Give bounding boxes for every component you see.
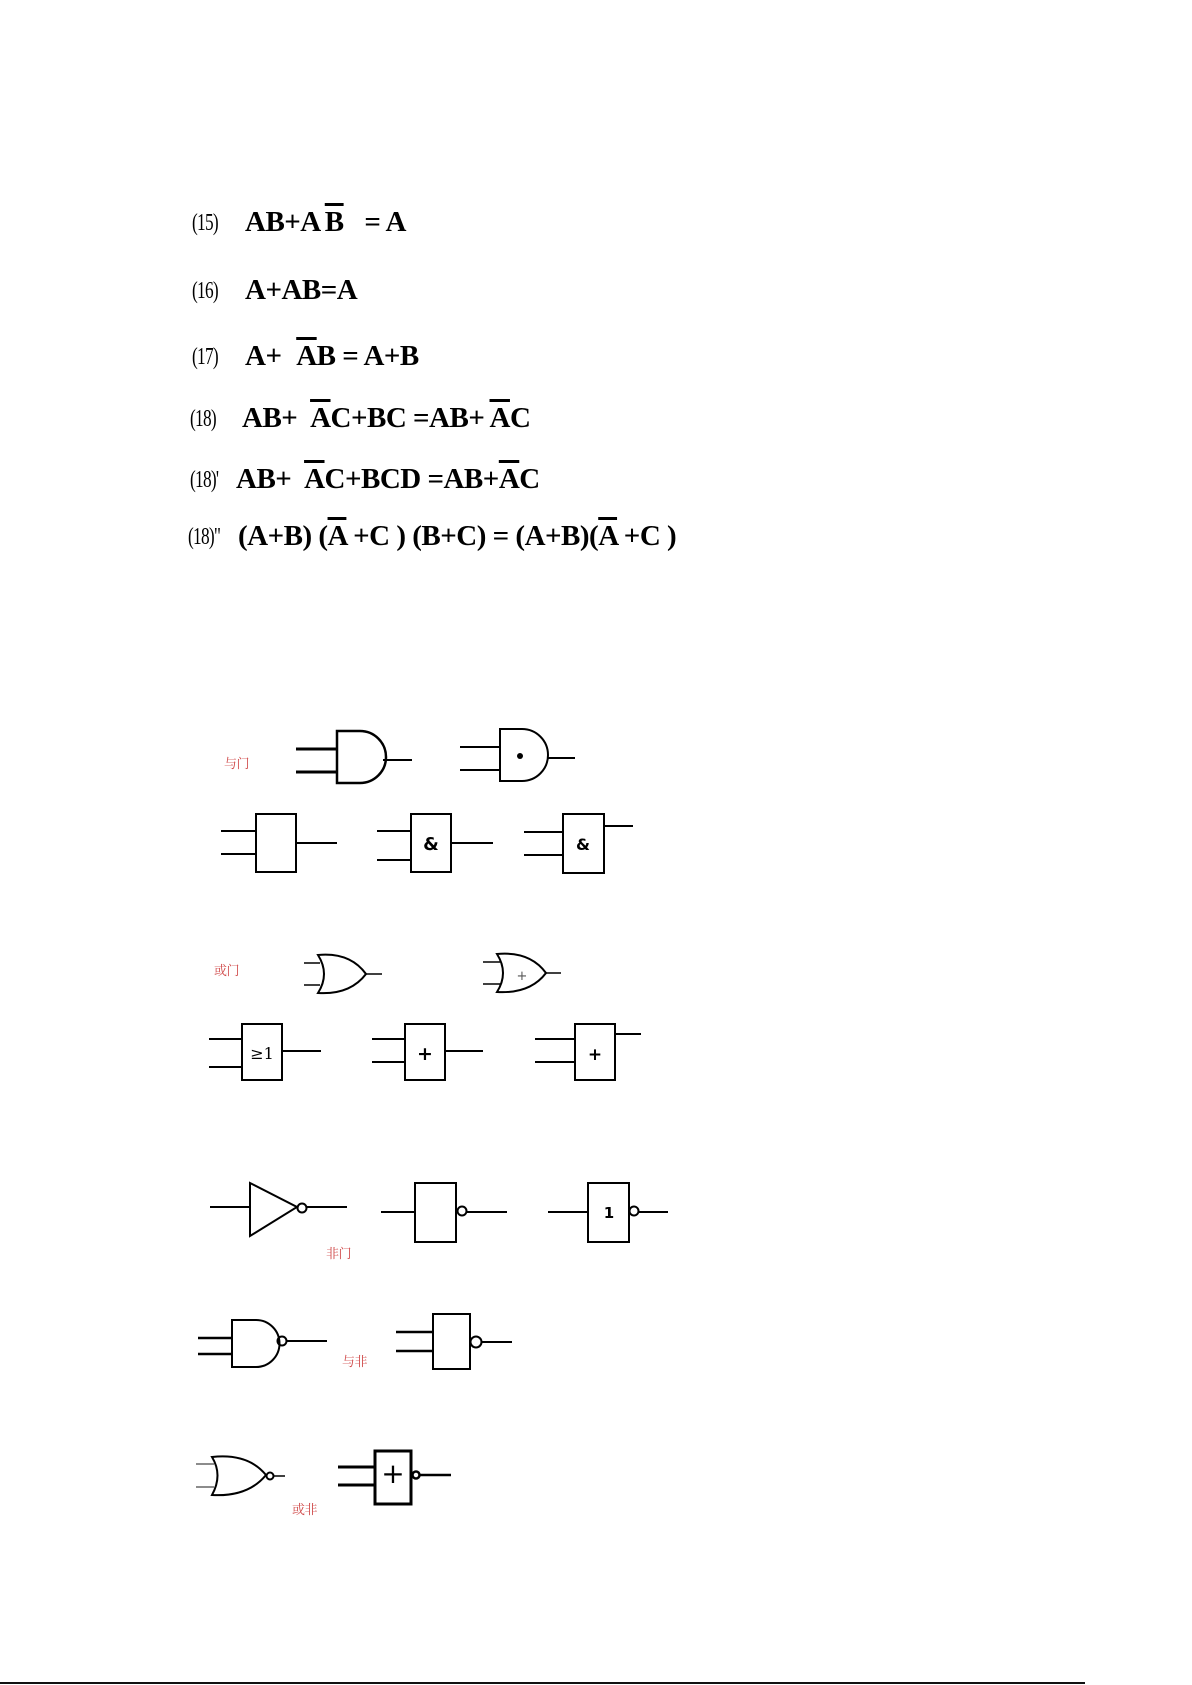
overbar-term: $\overline{A}$ bbox=[310, 402, 331, 434]
overbar-term: $\overline{A}$ bbox=[327, 520, 347, 552]
and-box-ampersand-symbol: & bbox=[423, 834, 439, 855]
and-box-ampersand-alt-symbol: & bbox=[576, 835, 590, 854]
and-gate-icon bbox=[296, 731, 412, 783]
overbar-term: $\overline{A}$ bbox=[304, 463, 325, 495]
and-gate-dot-icon bbox=[460, 729, 575, 781]
label-or-gate: 或门 bbox=[214, 964, 240, 979]
and-box-icon bbox=[221, 814, 337, 872]
label-and-gate: 与门 bbox=[224, 757, 250, 772]
overbar-term: $\overline{A}$ bbox=[489, 402, 510, 434]
equation-body: (A+B) ($\overline{A} +C$ ) $(B+C) = (A+B)(\overline{A} +C$ ) bbox=[238, 520, 677, 552]
label-nor-gate: 或非 bbox=[292, 1503, 318, 1518]
equation-number: (16) bbox=[192, 278, 218, 304]
nor-box-plus-symbol: + bbox=[381, 1457, 405, 1490]
not-box-icon bbox=[381, 1183, 507, 1242]
equation-body: $AB+ \overline{A}C+BC =AB+ \overline{A}C$ bbox=[242, 402, 531, 434]
nor-gate-icon bbox=[196, 1456, 285, 1495]
nand-box-icon bbox=[396, 1314, 512, 1369]
overbar-term: $\overline{A}$ bbox=[296, 340, 317, 372]
or-box-ge1-symbol: ≥1 bbox=[250, 1044, 274, 1063]
nand-gate-icon bbox=[198, 1320, 327, 1367]
overbar-term: $\overline{A}$ bbox=[598, 520, 618, 552]
equation-number: (15) bbox=[192, 210, 218, 236]
equation-number: (17) bbox=[192, 344, 218, 370]
overbar-term: $\overline{B}$ bbox=[324, 206, 344, 238]
or-gate-icon bbox=[304, 955, 382, 994]
equation-number: (18) bbox=[190, 406, 216, 432]
label-not-gate: 非门 bbox=[326, 1247, 352, 1262]
equation-body: $AB+ \overline{A}C+BCD =AB+\overline{A}C$ bbox=[236, 463, 540, 495]
not-box-one-symbol: 1 bbox=[603, 1204, 615, 1222]
equation-body: AB+A $\overline{B} = A$ bbox=[245, 206, 406, 238]
equation-body: A+AB=A bbox=[245, 274, 358, 306]
label-nand-gate: 与非 bbox=[342, 1355, 368, 1370]
or-gate-plus-symbol: + bbox=[516, 969, 528, 984]
or-box-plus-alt-symbol: + bbox=[587, 1045, 603, 1065]
equation-body: $A+ \overline{A}B = A+B$ bbox=[245, 340, 419, 372]
equation-number: (18)' bbox=[190, 467, 219, 493]
overbar-term: $\overline{A}$ bbox=[498, 463, 520, 495]
page-bottom-rule bbox=[0, 1682, 1085, 1684]
not-gate-icon bbox=[210, 1183, 347, 1236]
or-box-plus-symbol: + bbox=[417, 1043, 433, 1065]
equation-number: (18)" bbox=[188, 524, 221, 550]
